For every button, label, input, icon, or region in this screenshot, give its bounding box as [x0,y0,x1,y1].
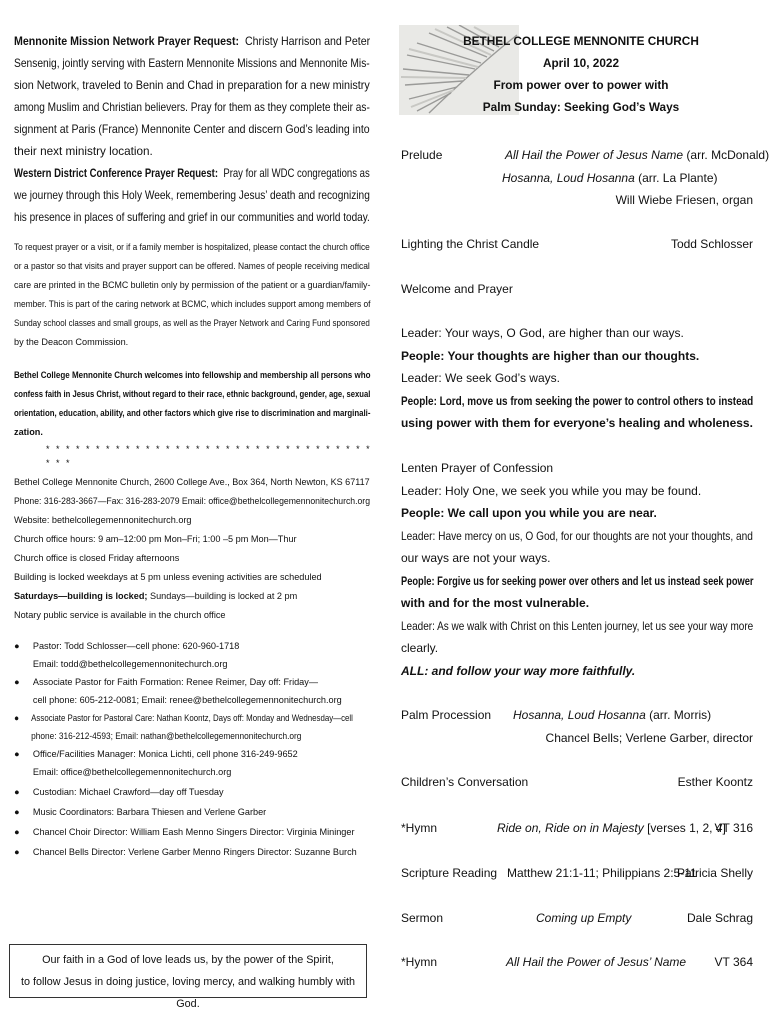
staff-item [14,673,370,709]
staff-item [14,803,370,821]
staff-line: Email: todd@bethelcollegemennonitechurch.org [32,659,228,669]
staff-item [14,637,370,673]
hymn-row [401,953,753,971]
bullet-icon: ● [14,847,20,857]
info-line: Phone: 316-283-3667—Fax: 316-283-2079 Email: office@bethelcollegemennonitechurch.org [14,496,371,506]
bullet-icon: ● [14,677,20,687]
procession-row [401,706,753,724]
confession-line: Leader: Holy One, we seek you while you may be found. [401,483,702,498]
mission-line: Christy Harrison and Peter [244,34,371,48]
staff-item [14,823,370,841]
confession-line: clearly. [401,641,439,655]
staff-line: Associate Pastor for Pastoral Care: Nathan Koontz, Days off: Monday and Wednesday—cell [31,713,353,723]
welcome-line: orientation, education, ability, and other factors which give rise to discrimination and marginali- [14,408,371,418]
hymn-verses: [verses 1, 2, 4] [643,821,726,835]
scripture-label: Scripture Reading [401,866,498,880]
info-line: Building is locked weekdays at 5 pm unless evening activities are scheduled [14,572,322,582]
prelude-row [401,146,770,164]
staff-item [14,783,370,801]
mission-line: among Muslim and Christian believers. Pray for them as they complete their as- [14,100,370,114]
staff-list [14,637,372,861]
staff-line: Office/Facilities Manager: Monica Lichti, cell phone 316-249-9652 [32,749,298,759]
staff-line: Music Coordinators: Barbara Thiesen and Verlene Garber [32,807,267,817]
star-divider: * * * * * * * * * * * * * * * * * * * * * * * * * * * * * * * * * * * * [46,444,372,468]
candle-person: Todd Schlosser [670,237,753,251]
welcome-row [401,280,753,298]
mission-line: Sensenig, jointly serving with Eastern Mennonite Missions and Mennonite Mis- [14,56,370,70]
sunday-note: Sundays—building is locked at 2 pm [147,591,298,601]
procession-title: Hosanna, Loud Hosanna [513,708,646,722]
church-info [14,473,372,625]
wdc-line: we journey through this Holy Week, remembering Jesus’ death and recognizing [14,188,370,202]
hymn-number: VT 364 [714,955,753,969]
prelude-piece-arranger: (arr. La Plante) [634,171,718,185]
prayer-of-confession [401,457,753,682]
prayer-request-line: Sunday school classes and small groups, as well as the Prayer Network and Caring Fund sponsored [14,318,370,328]
info-line: Bethel College Mennonite Church, 2600 College Ave., Box 364, North Newton, KS 67117 [14,477,370,487]
litany-line: People: Your thoughts are higher than our thoughts. [401,348,700,363]
prelude-piece-title: Hosanna, Loud Hosanna [502,171,635,185]
service-date: April 10, 2022 [542,56,620,70]
procession-arranger: (arr. Morris) [645,708,712,722]
childrens-person: Esther Koontz [677,775,753,789]
confession-line: People: Forgive us for seeking power over others and let us instead seek power [401,573,754,588]
mission-line: sion Network, traveled to Benin and Chad in preparation for a new ministry [14,78,370,92]
left-column [14,30,372,861]
theme-line: From power over to power with [493,78,669,92]
confession-line: Lenten Prayer of Confession [401,461,554,475]
welcome-line: confess faith in Jesus Christ, without regard to their race, ethnic background, gender, age, sexual [14,389,371,399]
bullet-icon: ● [14,807,20,817]
prelude-piece-arranger: (arr. McDonald) [683,148,770,162]
prelude-performer: Will Wiebe Friesen, organ [615,193,753,207]
staff-line: phone: 316-212-4593; Email: nathan@bethelcollegemennonitechurch.org [31,731,302,741]
confession-line: our ways are not your ways. [401,551,551,565]
info-line: Church office is closed Friday afternoons [14,553,180,563]
procession-performers: Chancel Bells; Verlene Garber, director [545,731,753,745]
theme-subtitle: Palm Sunday: Seeking God’s Ways [482,100,680,114]
saturday-note: Saturdays—building is locked; [14,591,148,601]
notary-note: Notary public service is available in the church office [14,610,226,620]
bullet-icon: ● [14,749,20,759]
confession-line: ALL: and follow your way more faithfully. [401,663,636,678]
confession-line: Leader: As we walk with Christ on this Lenten journey, let us see your way more [401,618,754,633]
bullet-icon: ● [14,713,20,723]
candle-row [401,235,753,253]
staff-line: Associate Pastor for Faith Formation: Renee Reimer, Day off: Friday— [32,677,318,687]
hymn-label: *Hymn [401,821,438,835]
litany-line: People: Lord, move us from seeking the power to control others to instead [401,393,754,408]
sermon-title: Coming up Empty [536,911,632,925]
wdc-line: Pray for all WDC congregations as [223,166,370,180]
childrens-label: Children’s Conversation [401,775,529,789]
hymn-title: All Hail the Power of Jesus’ Name [506,955,687,969]
staff-line: Chancel Bells Director: Verlene Garber Menno Ringers Director: Suzanne Burch [32,847,357,857]
scripture-row [401,864,753,882]
bullet-icon: ● [14,787,20,797]
prelude-label: Prelude [401,148,443,162]
mission-line: their next ministry location. [14,144,153,158]
church-name: BETHEL COLLEGE MENNONITE CHURCH [463,34,699,48]
motto-line: Our faith in a God of love leads us, by the power of the Spirit, [42,954,334,966]
confession-line: with and for the most vulnerable. [401,596,590,610]
hymn-row [401,819,753,837]
hymn-number: VT 316 [714,821,753,835]
sermon-label: Sermon [401,911,444,925]
motto-line: to follow Jesus in doing justice, loving mercy, and walking humbly with God. [20,976,356,1010]
scripture-person: Patricia Shelly [676,866,753,880]
welcome-line: Bethel College Mennonite Church welcomes into fellowship and membership all persons who [14,370,371,380]
staff-item [14,745,370,781]
info-line: Website: bethelcollegemennonitechurch.org [14,515,192,525]
faith-motto-box [9,944,367,1010]
bulletin-header [401,30,761,130]
wdc-line: his presence in places of suffering and grief in our communities and world today. [14,210,370,224]
prayer-request-line: by the Deacon Commission. [14,337,129,347]
prayer-request-line: care are printed in the BCMC bulletin only by permission of the patient or a guardian/family- [14,280,371,290]
staff-line: Custodian: Michael Crawford—day off Tuesday [32,787,224,797]
litany-line: using power with them for everyone’s healing and wholeness. [401,416,753,430]
staff-line: Pastor: Todd Schlosser—cell phone: 620-960-1718 [32,641,240,651]
procession-label: Palm Procession [401,708,492,722]
mission-line: signment at Paris (France) Mennonite Center and discern God’s leading into [14,122,370,136]
hymn-label: *Hymn [401,955,438,969]
sermon-person: Dale Schrag [686,911,753,925]
staff-item [14,843,370,861]
call-to-worship [401,322,753,435]
confession-line: Leader: Have mercy on us, O God, for our thoughts are not your thoughts, and [401,528,753,543]
prayer-request-line: or a pastor so that visits and prayer support can be offered. Names of people receiving medical [14,261,370,271]
hymn-title: Ride on, Ride on in Majesty [497,821,644,835]
prayer-request-line: To request prayer or a visit, or if a family member is hospitalized, please contact the church office [14,242,370,252]
staff-line: Email: office@bethelcollegemennonitechurch.org [32,767,232,777]
childrens-row [401,773,753,791]
mission-prayer-request [14,30,372,228]
prayer-request-info [14,238,372,352]
wdc-title: Western District Conference Prayer Request: [14,166,219,180]
staff-item [14,709,353,745]
confession-line: People: We call upon you while you are near. [401,506,657,520]
mission-title: Mennonite Mission Network Prayer Request: [14,34,240,48]
scripture-text: Matthew 21:1-11; Philippians 2:5-11 [507,866,697,880]
bullet-icon: ● [14,641,20,651]
staff-line: Chancel Choir Director: William Eash Menno Singers Director: Virginia Mininger [32,827,355,837]
candle-label: Lighting the Christ Candle [401,237,540,251]
bullet-icon: ● [14,827,20,837]
info-line: Church office hours: 9 am–12:00 pm Mon–Fri; 1:00 –5 pm Mon—Thur [14,534,297,544]
prelude-piece-title: All Hail the Power of Jesus Name [505,148,684,162]
prayer-request-line: member. This is part of the caring network at BCMC, which includes support among members of [14,299,371,309]
litany-line: Leader: Your ways, O God, are higher than our ways. [401,326,684,340]
staff-line: cell phone: 605-212-0081; Email: renee@bethelcollegemennonitechurch.org [32,695,342,705]
welcome-label: Welcome and Prayer [401,282,513,296]
welcome-statement [14,366,372,442]
litany-line: Leader: We seek God’s ways. [401,371,560,385]
sermon-row [401,909,753,927]
welcome-line: zation. [14,427,43,437]
